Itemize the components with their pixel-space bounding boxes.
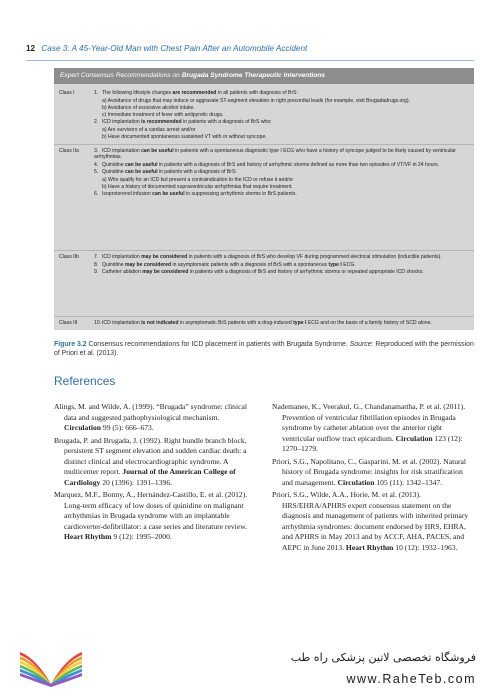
page-number: 12 <box>26 44 36 53</box>
emphasis-text: Circulation <box>64 423 101 432</box>
emphasis-text: may be considered <box>141 254 188 260</box>
text-run: in asymptomatic patients with a diagnosis of BrS with a spontaneous <box>171 261 329 268</box>
text-run: Quinidine <box>102 169 125 176</box>
class-label: Class IIa <box>59 148 79 154</box>
emphasis-text: Heart Rhythm <box>64 532 112 541</box>
text-run: Alings, M. and Wilde, A. (1999). “Brugada” syndrome: clinical data and suggested pathophysiological mechanism. <box>54 402 247 422</box>
reference-entry <box>54 436 256 489</box>
item-number: 5. <box>94 169 99 176</box>
text-run: Quinidine <box>102 261 125 268</box>
recommendation-subitem: b) Have documented spontaneous sustained VT with or without syncope. <box>102 134 267 140</box>
text-run: ICD implantation <box>102 119 142 126</box>
text-run: in patients with a diagnosis of BrS who develop VF during programmed electrical stimulation (inducible patients). <box>187 254 442 260</box>
emphasis-text: are recommended <box>172 90 217 96</box>
recommendations-figure <box>54 68 474 330</box>
class-label: Class III <box>59 320 78 326</box>
text-run: Catheter ablation <box>102 269 143 276</box>
text-run: ECG. <box>341 261 356 268</box>
text-run: in asymptomatic BrS patients with a drug-induced <box>178 320 294 326</box>
figure-heading-bold: Brugada Syndrome Therapeutic Interventions <box>181 72 325 79</box>
item-number: 3. <box>94 148 99 154</box>
text-run: Priori, S.G., Wilde, A.A., Horie, M. et al. (2013). HRS/EHRA/APHRS expert consensus statement on the diagnosis and management of patients with inherited primary arrhythmia syndromes: document endorsed by HRS, EHRA, and APHRS in May 2013 and by ACCF, AHA, PACES, and AEPC in June 2013. <box>272 490 469 552</box>
figure-heading-prefix: Expert Consensus Recommendations on <box>60 72 182 79</box>
recommendation-item <box>94 90 466 96</box>
recommendation-subitem: a) Are survivors of a cardiac arrest and/or <box>102 126 196 133</box>
references-left-column <box>54 402 256 545</box>
caption-source-label: Source: <box>349 341 374 348</box>
emphasis-text: can be useful <box>141 148 174 154</box>
recommendation-item <box>94 191 466 197</box>
text-run: The following lifestyle changes <box>102 90 173 96</box>
running-title: Case 3: A 45-Year-Old Man with Chest Pain After an Automobile Accident <box>41 44 308 53</box>
reference-entry <box>54 402 256 434</box>
reference-entry <box>54 490 256 543</box>
footer-url[interactable]: www.RaheTeb.com <box>346 672 476 686</box>
recommendation-item <box>94 262 466 268</box>
item-number: 10. <box>94 320 102 326</box>
recommendation-subitem: b) Have a history of documented supraventricular arrhythmias that require treatment. <box>102 184 293 191</box>
references-heading: References <box>54 374 116 388</box>
text-run: in patients with a diagnosis of BrS and history of arrhythmic storms defined as more than two episodes of VT/VF in 24 hours. <box>157 161 440 168</box>
text-run: Nademanee, K., Veerakul, G., Chandanamattha, P. et al. (2011). Prevention of ventricular fibrillation episodes in Brugada syndrome by catheter ablation over the anterior right ventricular outflow tract epicardium. <box>272 402 466 443</box>
text-run: Marquez, M.F., Bonny, A., Hernández-Castillo, E. et al. (2012). Long-term efficacy of low doses of quinidine on malignant arrhythmias in Brugada syndrome with an implantable cardioverter-defibrillator: a case series and literature review. <box>54 490 248 531</box>
recommendation-item <box>94 119 466 125</box>
section-divider <box>54 144 474 145</box>
recommendation-item <box>94 148 466 160</box>
text-run: 20 (1396): 1391–1396. <box>100 477 173 487</box>
emphasis-text: type I <box>328 261 342 268</box>
text-run: in patients with a diagnosis of BrS who: <box>181 119 272 126</box>
text-run: Priori, S.G., Napolitano, C., Gasparini, M. et al. (2002). Natural history of Brugada syndrome: insights for risk stratification and management. <box>272 456 467 487</box>
text-run: 105 (11): 1342–1347. <box>374 477 443 487</box>
item-number: 6. <box>94 191 99 198</box>
emphasis-text: type I <box>293 320 307 326</box>
running-header <box>26 44 307 58</box>
text-run: in patients with a diagnosis of BrS: <box>157 169 237 176</box>
item-number: 4. <box>94 161 99 168</box>
text-run: Quinidine <box>102 161 125 168</box>
item-number: 8. <box>94 261 99 268</box>
text-run: Brugada, P. and Brugada, J. (1992). Right bundle branch block, persistent ST segment elevation and sudden cardiac death: a distinct clinical and electrocardiographic syndrome. A multicenter report. <box>54 435 247 476</box>
recommendation-subitem: b) Avoidance of excessive alcohol intake. <box>102 104 195 111</box>
reference-entry <box>272 457 474 489</box>
emphasis-text: Circulation <box>337 477 375 487</box>
emphasis-text: may be considered <box>124 261 172 268</box>
emphasis-text: Heart Rhythm <box>345 542 394 552</box>
item-number: 9. <box>94 269 99 276</box>
figure-caption <box>54 340 474 358</box>
recommendation-subitem: a) Avoidance of drugs that may induce or aggravate ST-segment elevation in right precordial leads (for example, visit Brugadadrugs.org), <box>102 97 410 104</box>
text-run: ECG and on the basis of a family history of SCD alone. <box>306 320 432 326</box>
recommendation-item <box>94 269 466 275</box>
emphasis-text: is recommended <box>141 119 182 126</box>
section-divider <box>54 250 474 251</box>
emphasis-text: may be considered <box>142 269 189 276</box>
reference-entry <box>272 490 474 553</box>
recommendation-subitem: a) Who qualify for an ICD but present a contraindication to the ICD or refuse it and/or <box>102 176 294 183</box>
recommendation-item <box>94 169 466 175</box>
text-run: in patients with a diagnosis of BrS and history of arrhythmic storms or repeated appropriate ICD shocks. <box>188 269 424 276</box>
item-number: 1. <box>94 90 99 96</box>
emphasis-text: can be useful <box>124 161 158 168</box>
class-label: Class IIb <box>59 254 79 260</box>
text-run: 99 (5): 666–673. <box>101 423 154 432</box>
text-run: 123 (12): 1270–1279. <box>282 433 463 453</box>
book-logo-icon <box>16 644 86 688</box>
text-run: ICD implantation <box>102 254 142 260</box>
recommendation-subitem: c) Immediate treatment of fever with antipyretic drugs. <box>102 112 224 118</box>
recommendation-item <box>94 162 466 168</box>
references-right-column <box>272 402 474 555</box>
recommendation-item <box>94 254 466 260</box>
emphasis-text: is not indicated <box>141 320 179 326</box>
emphasis-text: Journal of the American College of Cardiology <box>64 467 236 487</box>
text-run: Isoproterenol infusion <box>102 191 153 198</box>
caption-source-text: Reproduced with the permission of Priori et al. (2013). <box>54 341 474 358</box>
caption-label: Figure 3.2 <box>54 341 87 348</box>
text-run: ICD implantation <box>102 148 142 154</box>
caption-text: Consensus recommendations for ICD placement in patients with Brugada Syndrome. <box>86 341 350 348</box>
item-number: 7. <box>94 254 99 260</box>
reference-entry <box>272 402 474 455</box>
header-rule <box>26 60 474 61</box>
class-label: Class I <box>59 90 75 96</box>
section-divider <box>54 316 474 317</box>
emphasis-text: Circulation <box>395 433 433 443</box>
text-run: 9 (12): 1995–2000. <box>111 532 172 541</box>
emphasis-text: can be useful <box>152 191 185 198</box>
text-run: in patients with a spontaneous diagnostic type I ECG who have a history of syncope judged to be likely caused by ventricular arrhythmias. <box>94 148 456 161</box>
figure-heading <box>54 68 474 84</box>
footer-persian-text: فروشگاه تخصصی لاتین پزشکی راه طب <box>290 651 476 664</box>
recommendation-item <box>94 320 466 326</box>
emphasis-text: can be useful <box>124 169 158 176</box>
text-run: in all patients with diagnosis of BrS: <box>216 90 298 96</box>
text-run: in suppressing arrhythmic storms in BrS patients. <box>184 191 297 198</box>
item-number: 2. <box>94 119 99 126</box>
text-run: 10 (12): 1932–1963. <box>393 542 458 552</box>
text-run: ICD implantation <box>102 320 142 326</box>
